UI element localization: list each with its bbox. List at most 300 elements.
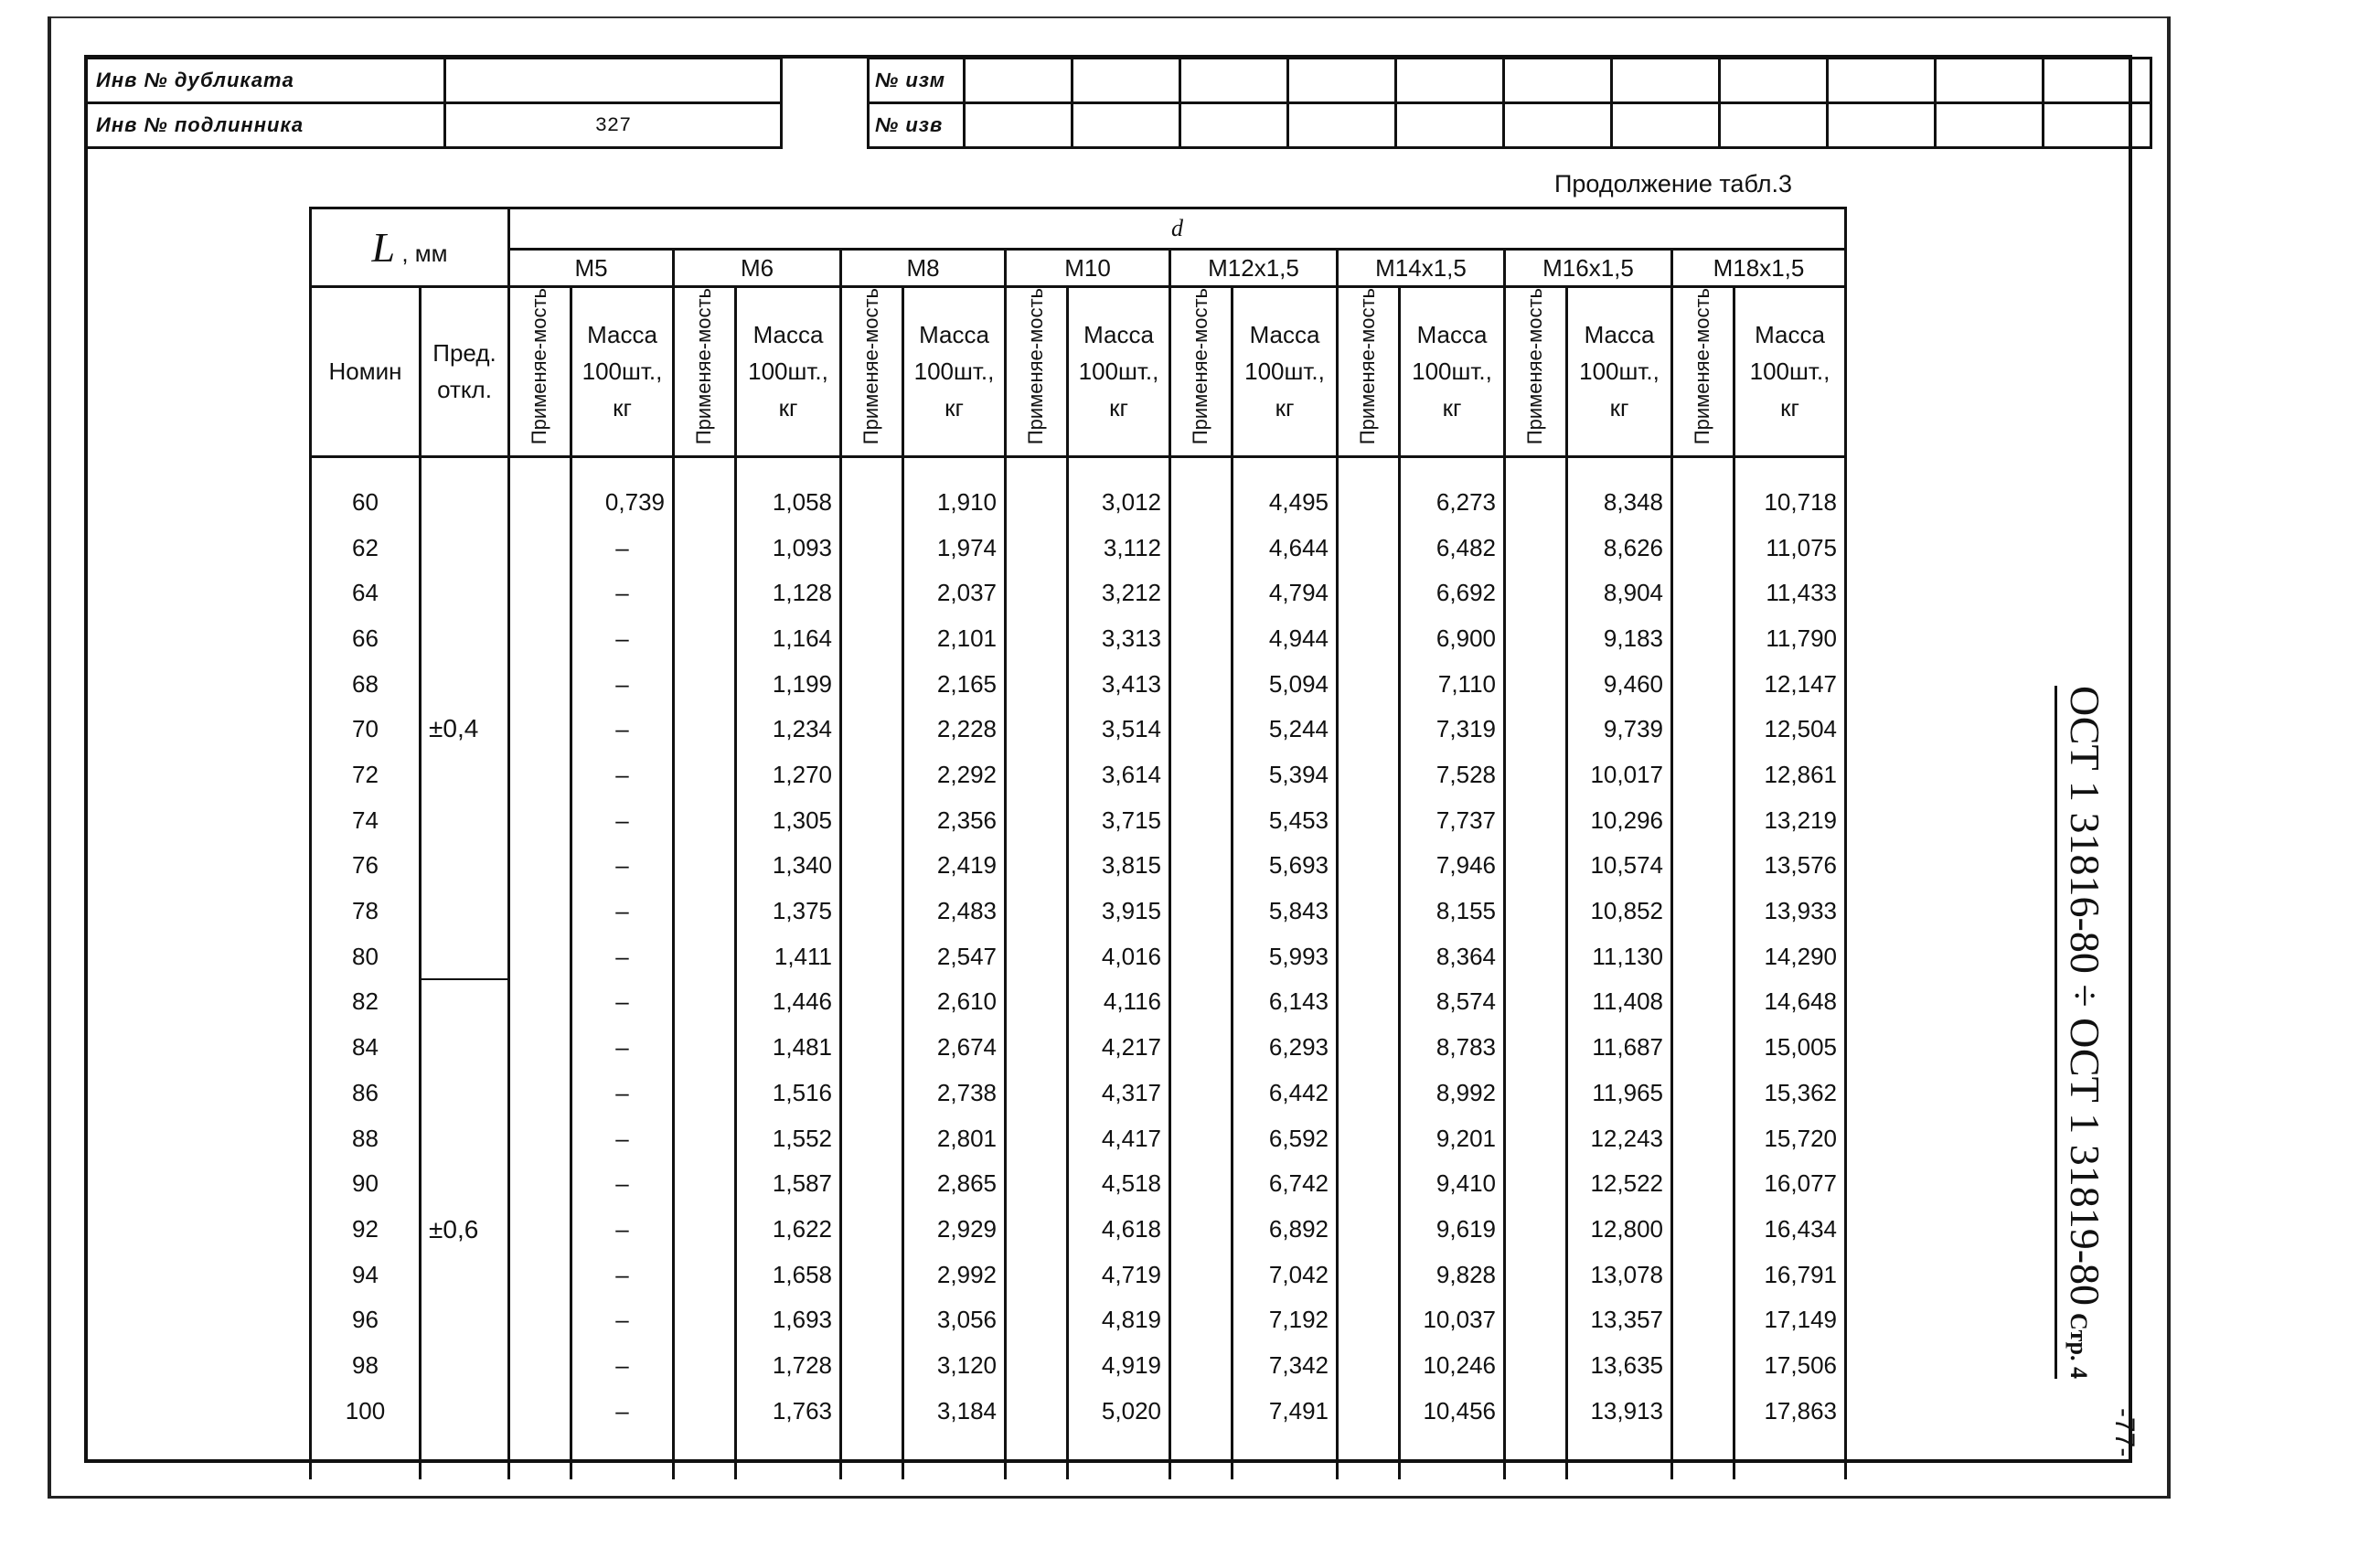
mass-cell: 11,408 [1567,979,1672,1025]
stamp-cell [1936,103,2044,148]
nominal-length-cell: 84 [311,1025,421,1071]
stamp-cell [1828,59,1936,103]
applicability-cell [841,525,903,571]
applicability-cell [1170,1207,1233,1253]
mass-cell: 16,077 [1734,1161,1846,1207]
mass-header-line: кг [1609,394,1629,422]
mass-header-line: кг [945,394,964,422]
nominal-length-cell: 76 [311,843,421,889]
stamp-cell [1180,103,1288,148]
applicability-cell [1505,934,1567,979]
mass-cell: 9,739 [1567,707,1672,752]
applicability-cell [1505,1025,1567,1071]
stamp-cell [1288,103,1396,148]
mass-cell: 6,482 [1400,525,1505,571]
mass-cell: 5,843 [1233,889,1338,934]
mass-cell: 9,828 [1400,1252,1505,1297]
applicability-cell [674,571,736,616]
applicability-cell [1672,889,1734,934]
applicability-cell [1672,1070,1734,1115]
applicability-cell [674,1070,736,1115]
mass-cell: 5,453 [1233,797,1338,843]
applicability-cell [841,979,903,1025]
mass-cell: 1,763 [736,1388,841,1479]
mass-cell: – [571,1207,674,1253]
mass-cell: 6,692 [1400,571,1505,616]
mass-cell: 11,790 [1734,616,1846,662]
mass-cell: 8,364 [1400,934,1505,979]
applicability-cell [1672,979,1734,1025]
mass-cell: 12,504 [1734,707,1846,752]
mass-cell: 17,863 [1734,1388,1846,1479]
nominal-length-cell: 86 [311,1070,421,1115]
applicability-cell [841,797,903,843]
stamp-inventory [84,57,783,149]
nominal-length-cell: 72 [311,752,421,798]
mass-cell: 11,075 [1734,525,1846,571]
applicability-cell [1338,571,1400,616]
applicability-cell [841,1388,903,1479]
applicability-cell [1170,979,1233,1025]
size-header-m18: М18х1,5 [1672,250,1846,287]
mass-cell: 2,674 [903,1025,1006,1071]
applicability-cell [1505,1252,1567,1297]
applicability-cell [1006,571,1068,616]
stamp-cell [2044,103,2151,148]
mass-cell: 1,728 [736,1343,841,1389]
mass-header-line: Масса [919,320,989,348]
tolerance-cell: ±0,4 [421,456,509,979]
stamp-row-original [86,103,782,148]
frame-top-line [48,16,2171,18]
mass-cell: 6,592 [1233,1115,1338,1161]
mass-cell: 10,852 [1567,889,1672,934]
applicability-header [1006,287,1068,457]
applicability-cell [841,456,903,525]
applicability-cell [841,616,903,662]
mass-cell: 3,012 [1068,456,1170,525]
applicability-cell [509,571,571,616]
applicability-cell [1170,797,1233,843]
applicability-cell [1672,456,1734,525]
mass-cell: 3,120 [903,1343,1006,1389]
mass-cell: 10,718 [1734,456,1846,525]
mass-cell: – [571,616,674,662]
applicability-cell [1672,1025,1734,1071]
applicability-cell [509,1070,571,1115]
applicability-cell [841,1161,903,1207]
mass-cell: 7,737 [1400,797,1505,843]
applicability-cell [1006,1207,1068,1253]
mass-cell: 7,342 [1233,1343,1338,1389]
mass-cell: 4,644 [1233,525,1338,571]
applicability-cell [1338,1252,1400,1297]
applicability-cell [1338,1343,1400,1389]
mass-header-line: Масса [1083,320,1154,348]
stamp-cell [1180,59,1288,103]
mass-header-line: Масса [1416,320,1488,348]
applicability-cell [509,1252,571,1297]
mass-cell: 1,164 [736,616,841,662]
table-row [311,456,1846,525]
applicability-cell [1338,1207,1400,1253]
mass-cell: 2,228 [903,707,1006,752]
header-row-subcolumns [311,287,1846,457]
mass-cell: 7,528 [1400,752,1505,798]
applicability-cell [1170,1070,1233,1115]
mass-cell: 15,362 [1734,1070,1846,1115]
applicability-cell [674,707,736,752]
stamp-row-notice [869,103,2151,148]
size-header-m14: М14х1,5 [1338,250,1505,287]
mass-cell: 15,005 [1734,1025,1846,1071]
applicability-cell [509,525,571,571]
applicability-cell [1338,1025,1400,1071]
mass-header-line: 100шт., [1579,357,1660,386]
mass-cell: 1,658 [736,1252,841,1297]
stamp-cell [1073,59,1180,103]
designation-text: ОСТ 1 31816-80 ÷ ОСТ 1 31819-80 [2062,686,2108,1307]
applicability-header [841,287,903,457]
mass-cell: 2,483 [903,889,1006,934]
applicability-cell [1338,1115,1400,1161]
mass-header-line: Масса [1249,320,1320,348]
applicability-cell [1505,889,1567,934]
applicability-cell [1006,525,1068,571]
applicability-cell [841,752,903,798]
applicability-cell [1505,616,1567,662]
mass-header-line: 100шт., [748,357,828,386]
applicability-cell [1672,1297,1734,1343]
stamp-value [445,59,782,103]
applicability-cell [1672,843,1734,889]
table-row [311,1115,1846,1161]
stamp-label: Инв № подлинника [86,103,445,148]
applicability-cell [841,843,903,889]
document-designation [2034,686,2117,1426]
size-header-m6: М6 [674,250,841,287]
mass-cell: 2,547 [903,934,1006,979]
nominal-length-cell: 66 [311,616,421,662]
applicability-cell [1338,1297,1400,1343]
stamp-cell [1612,103,1720,148]
mass-cell: 13,913 [1567,1388,1672,1479]
stamp-changes [867,57,2152,149]
nominal-length-cell: 88 [311,1115,421,1161]
applicability-cell [1006,707,1068,752]
applicability-cell [1672,797,1734,843]
nominal-length-cell: 82 [311,979,421,1025]
applicability-cell [1672,1115,1734,1161]
mass-cell: 5,020 [1068,1388,1170,1479]
mass-cell: 2,037 [903,571,1006,616]
mass-cell: 8,626 [1567,525,1672,571]
applicability-cell [674,1025,736,1071]
applicability-cell [1338,934,1400,979]
mass-header-line: 100шт., [582,357,663,386]
size-header-m10: М10 [1006,250,1170,287]
applicability-cell [674,1297,736,1343]
applicability-label: Применяе-мость [1024,288,1048,445]
mass-cell: 7,192 [1233,1297,1338,1343]
mass-cell: 13,635 [1567,1343,1672,1389]
applicability-cell [1170,456,1233,525]
mass-cell: 9,460 [1567,661,1672,707]
applicability-cell [674,934,736,979]
stamp-cell [1504,103,1612,148]
applicability-cell [1505,797,1567,843]
applicability-cell [509,1297,571,1343]
applicability-cell [1505,1388,1567,1479]
mass-cell: 3,815 [1068,843,1170,889]
applicability-cell [1006,934,1068,979]
mass-cell: 2,610 [903,979,1006,1025]
header-row-sizes [311,250,1846,287]
applicability-cell [674,843,736,889]
mass-header-line: Масса [1755,320,1825,348]
mass-cell: 13,219 [1734,797,1846,843]
mass-cell: 4,618 [1068,1207,1170,1253]
applicability-header [1505,287,1567,457]
mass-cell: 1,516 [736,1070,841,1115]
nominal-length-cell: 70 [311,707,421,752]
applicability-cell [1170,1343,1233,1389]
nominal-header: Номин [311,287,421,457]
size-header-m12: М12х1,5 [1170,250,1338,287]
stamp-cell [1828,103,1936,148]
table-row [311,616,1846,662]
applicability-cell [841,1115,903,1161]
table-row [311,1161,1846,1207]
applicability-cell [1505,707,1567,752]
applicability-cell [1672,752,1734,798]
applicability-cell [1006,979,1068,1025]
applicability-label: Применяе-мость [692,288,716,445]
applicability-cell [1006,1161,1068,1207]
mass-cell: 0,739 [571,456,674,525]
applicability-label: Применяе-мость [1691,288,1714,445]
mass-cell: 14,290 [1734,934,1846,979]
mass-cell: 1,446 [736,979,841,1025]
mass-cell: 1,910 [903,456,1006,525]
applicability-cell [841,707,903,752]
applicability-cell [509,752,571,798]
applicability-cell [674,979,736,1025]
mass-cell: 1,234 [736,707,841,752]
applicability-header [1170,287,1233,457]
applicability-cell [1672,661,1734,707]
mass-cell: 8,992 [1400,1070,1505,1115]
mass-cell: 6,892 [1233,1207,1338,1253]
mass-cell: 1,058 [736,456,841,525]
nominal-length-cell: 96 [311,1297,421,1343]
applicability-cell [509,1115,571,1161]
applicability-cell [1505,979,1567,1025]
applicability-cell [1505,1070,1567,1115]
stamp-cell [1720,59,1828,103]
nominal-length-cell: 94 [311,1252,421,1297]
mass-cell: 5,993 [1233,934,1338,979]
applicability-cell [509,1161,571,1207]
mass-cell: 8,348 [1567,456,1672,525]
mass-cell: 7,110 [1400,661,1505,707]
mass-cell: 3,413 [1068,661,1170,707]
mass-cell: – [571,1070,674,1115]
stamp-row-duplicate [86,59,782,103]
mass-cell: 4,719 [1068,1252,1170,1297]
applicability-cell [1505,456,1567,525]
mass-cell: 11,965 [1567,1070,1672,1115]
applicability-cell [1338,525,1400,571]
stamp-row-change [869,59,2151,103]
header-row-top [311,208,1846,250]
mass-cell: 2,738 [903,1070,1006,1115]
mass-cell: 2,865 [903,1161,1006,1207]
stamp-cell [1504,59,1612,103]
mass-cell: 4,217 [1068,1025,1170,1071]
stamp-cell [1396,59,1504,103]
applicability-cell [1672,1161,1734,1207]
applicability-cell [509,1207,571,1253]
mass-cell: 16,791 [1734,1252,1846,1297]
mass-header-line: Масса [752,320,824,348]
stamp-cell [1396,103,1504,148]
applicability-cell [1170,1161,1233,1207]
applicability-label: Применяе-мость [528,288,551,445]
mass-cell: 4,944 [1233,616,1338,662]
nominal-length-cell: 74 [311,797,421,843]
mass-header-line: Масса [1584,320,1655,348]
table-row [311,1343,1846,1389]
mass-header [1400,287,1505,457]
mass-cell: 5,094 [1233,661,1338,707]
mass-cell: 6,900 [1400,616,1505,662]
applicability-cell [1006,889,1068,934]
applicability-label: Применяе-мость [1189,288,1212,445]
page-label: Стр. 4 [2065,1313,2092,1379]
mass-cell: 12,243 [1567,1115,1672,1161]
mass-cell: – [571,1252,674,1297]
applicability-cell [1505,571,1567,616]
applicability-cell [674,661,736,707]
stamp-label: № изв [869,103,965,148]
mass-cell: 3,112 [1068,525,1170,571]
applicability-cell [1672,525,1734,571]
table-body [311,456,1846,1479]
mass-header [1567,287,1672,457]
applicability-cell [1006,1343,1068,1389]
applicability-cell [1505,1115,1567,1161]
mass-header [1068,287,1170,457]
mass-cell: 2,929 [903,1207,1006,1253]
mass-cell: 10,456 [1400,1388,1505,1479]
nominal-length-cell: 78 [311,889,421,934]
mass-cell: – [571,525,674,571]
stamp-cell [1073,103,1180,148]
table-row [311,1297,1846,1343]
applicability-cell [509,456,571,525]
mass-cell: 7,042 [1233,1252,1338,1297]
mass-cell: 12,522 [1567,1161,1672,1207]
mass-cell: 1,622 [736,1207,841,1253]
mass-cell: 10,574 [1567,843,1672,889]
applicability-cell [1338,1070,1400,1115]
applicability-cell [1672,616,1734,662]
applicability-cell [1006,1297,1068,1343]
nominal-length-cell: 90 [311,1161,421,1207]
deviation-header: Пред. откл. [421,287,509,457]
mass-cell: 4,317 [1068,1070,1170,1115]
table-row [311,889,1846,934]
applicability-cell [1505,1161,1567,1207]
applicability-cell [1505,525,1567,571]
frame-left-line [48,16,51,1498]
table-row [311,525,1846,571]
mass-header-line: кг [778,394,798,422]
table-row [311,707,1846,752]
mass-cell: 8,783 [1400,1025,1505,1071]
applicability-cell [1672,1343,1734,1389]
mass-cell: 11,130 [1567,934,1672,979]
mass-header-line: 100шт., [913,357,995,386]
stamp-label: Инв № дубликата [86,59,445,103]
applicability-cell [1338,797,1400,843]
mass-cell: 5,244 [1233,707,1338,752]
applicability-label: Применяе-мость [859,288,883,445]
mass-cell: 3,313 [1068,616,1170,662]
nominal-length-cell: 100 [311,1388,421,1479]
applicability-cell [509,1343,571,1389]
table-continuation-caption: Продолжение табл.3 [1554,170,1792,197]
applicability-cell [674,889,736,934]
mass-cell: 2,801 [903,1115,1006,1161]
applicability-cell [841,571,903,616]
applicability-cell [1006,1252,1068,1297]
mass-header-line: 100шт., [1749,357,1830,386]
applicability-cell [674,752,736,798]
mass-cell: 15,720 [1734,1115,1846,1161]
applicability-cell [1338,456,1400,525]
applicability-cell [1338,1161,1400,1207]
mass-cell: 2,165 [903,661,1006,707]
stamp-label: № изм [869,59,965,103]
size-header-m5: М5 [509,250,674,287]
mass-cell: – [571,1115,674,1161]
mass-cell: 12,800 [1567,1207,1672,1253]
mass-header-line: Масса [587,320,657,348]
applicability-cell [509,616,571,662]
mass-cell: 10,017 [1567,752,1672,798]
mass-cell: 2,292 [903,752,1006,798]
mass-cell: 6,273 [1400,456,1505,525]
mass-cell: 11,433 [1734,571,1846,616]
mass-cell: – [571,1388,674,1479]
nominal-length-cell: 64 [311,571,421,616]
mass-cell: 2,992 [903,1252,1006,1297]
table-row [311,1070,1846,1115]
mass-cell: 2,419 [903,843,1006,889]
applicability-cell [1170,752,1233,798]
applicability-cell [1672,707,1734,752]
mass-cell: 1,270 [736,752,841,798]
applicability-cell [1672,571,1734,616]
mass-cell: 4,417 [1068,1115,1170,1161]
mass-cell: 9,410 [1400,1161,1505,1207]
applicability-header [674,287,736,457]
applicability-cell [1170,1388,1233,1479]
applicability-cell [1505,1297,1567,1343]
applicability-cell [1006,1115,1068,1161]
